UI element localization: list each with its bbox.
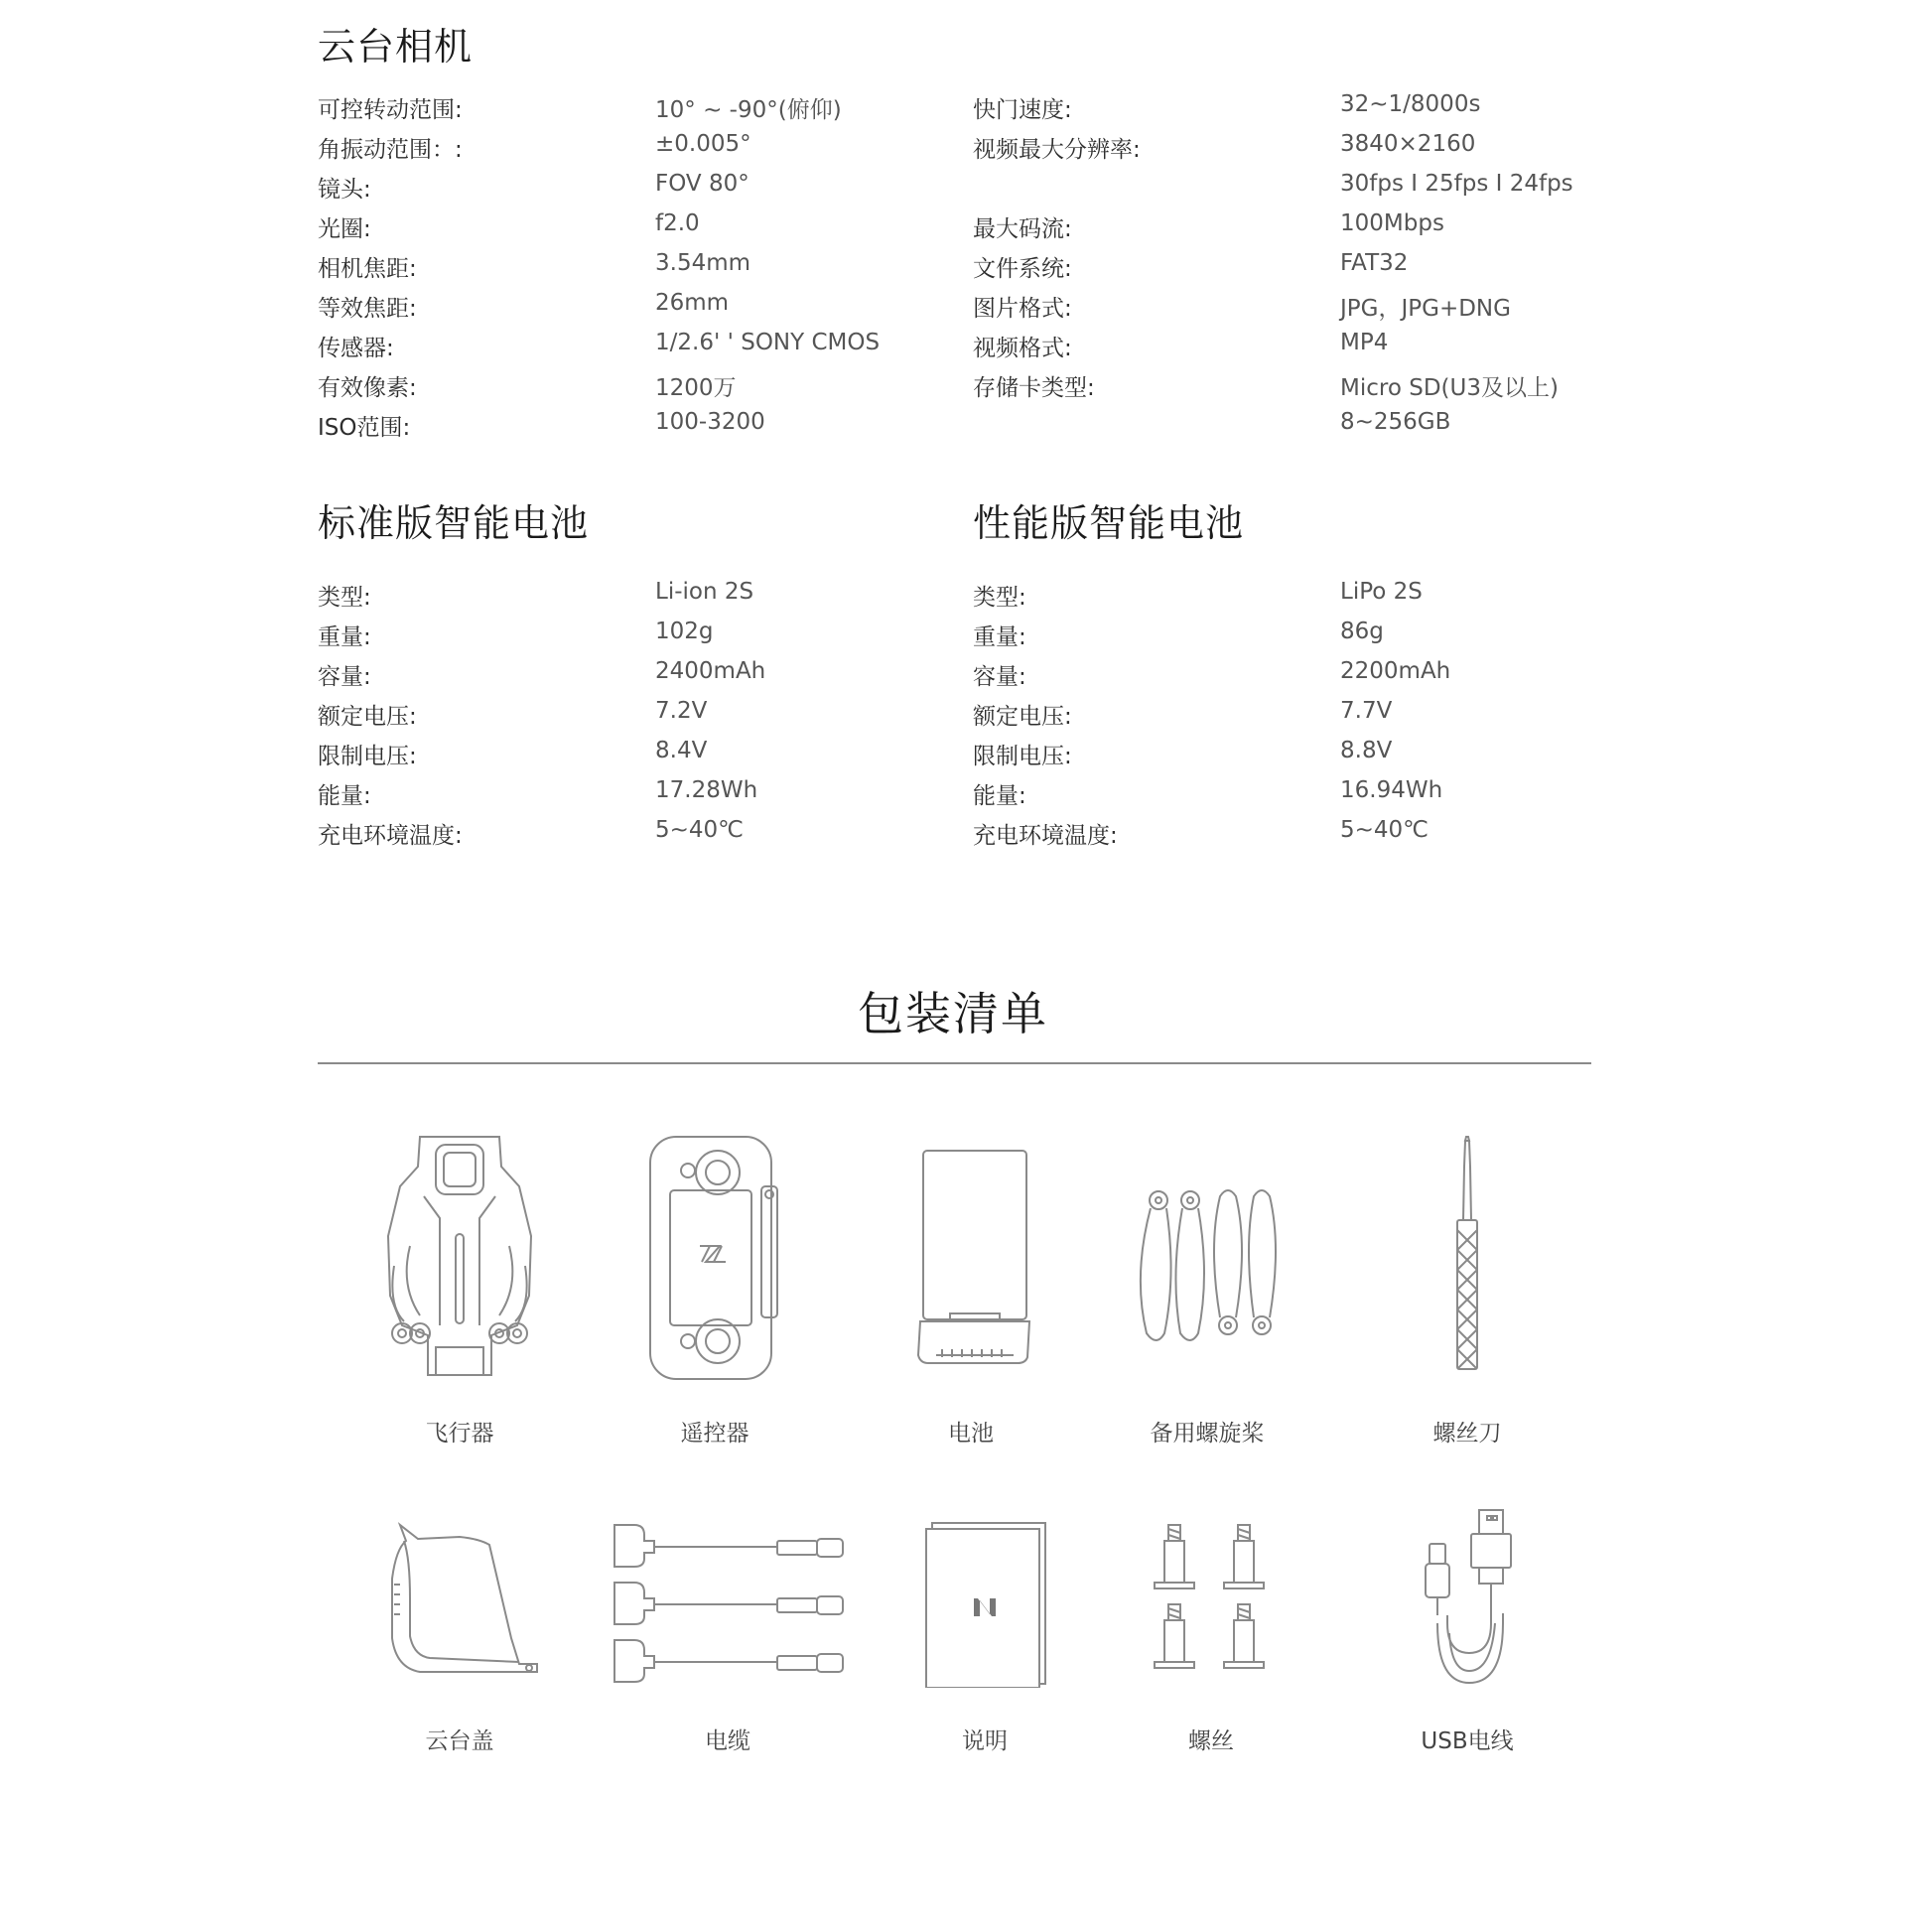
spec-label: 容量: (318, 664, 371, 690)
spec-row (318, 579, 913, 619)
spec-value: 5~40℃ (655, 817, 745, 843)
spec-row (318, 619, 913, 658)
spec-row (318, 210, 913, 250)
gimbal-cover-icon (370, 1519, 549, 1678)
spec-label: 类型: (973, 585, 1026, 611)
spec-value: Micro SD(U3及以上) (1340, 375, 1559, 401)
spec-label: 快门速度: (973, 97, 1072, 123)
spec-row (973, 777, 1588, 817)
spec-row (973, 131, 1588, 171)
spec-label: 限制电压: (318, 744, 417, 769)
screwdriver-icon (1437, 1127, 1497, 1385)
spec-value: 8.8V (1340, 738, 1393, 763)
manual-icon (920, 1519, 1049, 1688)
spec-value: LiPo 2S (1340, 579, 1423, 605)
spec-row (973, 738, 1588, 777)
spec-label: 重量: (973, 624, 1026, 650)
spec-row (973, 210, 1588, 250)
package-item-battery (842, 1127, 1100, 1445)
package-item-usb-cable (1338, 1504, 1596, 1767)
spec-row (318, 131, 913, 171)
spec-label: 充电环境温度: (318, 823, 463, 849)
performance-battery-title: 性能版智能电池 (973, 501, 1245, 545)
propellers-icon (1123, 1127, 1292, 1385)
spec-value: 5~40℃ (1340, 817, 1430, 843)
spec-label: 能量: (973, 783, 1026, 809)
spec-value: 30fps I 25fps I 24fps (1340, 171, 1573, 197)
package-item-cables (599, 1519, 857, 1767)
spec-label: 有效像素: (318, 375, 417, 401)
battery-icon (906, 1127, 1035, 1385)
spec-value: MP4 (1340, 330, 1389, 355)
spec-label: 视频最大分辨率: (973, 137, 1141, 163)
spec-value: 86g (1340, 619, 1384, 644)
spec-value: FOV 80° (655, 171, 749, 197)
spec-row (318, 817, 913, 857)
spec-value: 7.2V (655, 698, 708, 724)
usb-cable-icon (1408, 1504, 1527, 1693)
spec-value: 3840×2160 (1340, 131, 1476, 157)
spec-label: 视频格式: (973, 336, 1072, 361)
cables-icon (609, 1519, 847, 1698)
item-label: 电池 (948, 1421, 994, 1447)
package-item-spare-propellers (1078, 1127, 1336, 1445)
item-label: 云台盖 (425, 1728, 494, 1754)
spec-label: 限制电压: (973, 744, 1072, 769)
spec-value: Li-ion 2S (655, 579, 754, 605)
spec-value: 2200mAh (1340, 658, 1451, 684)
divider (318, 1062, 1591, 1064)
spec-row (318, 698, 913, 738)
spec-value: 100Mbps (1340, 210, 1444, 236)
item-label: 螺丝 (1188, 1728, 1234, 1754)
item-label: 说明 (962, 1728, 1008, 1754)
standard-battery-title: 标准版智能电池 (318, 501, 590, 545)
spec-label: 传感器: (318, 336, 394, 361)
spec-value: JPG，JPG+DNG (1340, 296, 1511, 322)
spec-label: ISO范围: (318, 415, 411, 441)
spec-label: 图片格式: (973, 296, 1072, 322)
spec-label: 能量: (318, 783, 371, 809)
spec-row (318, 369, 913, 409)
spec-label: 相机焦距: (318, 256, 417, 282)
spec-value: ±0.005° (655, 131, 751, 157)
spec-label: 镜头: (318, 177, 371, 203)
spec-label: 文件系统: (973, 256, 1072, 282)
spec-label: 可控转动范围: (318, 97, 463, 123)
spec-row (973, 330, 1588, 369)
spec-row (973, 91, 1588, 131)
spec-label: 光圈: (318, 216, 371, 242)
spec-row (318, 250, 913, 290)
item-label: 电缆 (705, 1728, 750, 1754)
spec-label: 存储卡类型: (973, 375, 1095, 401)
spec-value: FAT32 (1340, 250, 1409, 276)
spec-value: 100-3200 (655, 409, 765, 435)
spec-label: 最大码流: (973, 216, 1072, 242)
spec-value: 10° ~ -90°(俯仰) (655, 97, 842, 123)
item-label: 飞行器 (425, 1421, 494, 1447)
spec-value: 26mm (655, 290, 730, 316)
spec-row (973, 290, 1588, 330)
drone-icon (380, 1127, 539, 1385)
spec-value: 1200万 (655, 375, 737, 401)
spec-row (973, 619, 1588, 658)
spec-value: f2.0 (655, 210, 700, 236)
spec-label: 重量: (318, 624, 371, 650)
spec-row (318, 658, 913, 698)
spec-row (318, 290, 913, 330)
spec-value: 32~1/8000s (1340, 91, 1481, 117)
camera-section-title: 云台相机 (318, 25, 474, 69)
spec-label: 容量: (973, 664, 1026, 690)
spec-value: 7.7V (1340, 698, 1393, 724)
item-label: USB电线 (1421, 1728, 1514, 1754)
spec-value: 102g (655, 619, 714, 644)
spec-row (973, 409, 1588, 449)
item-label: 螺丝刀 (1432, 1421, 1502, 1447)
spec-row (318, 171, 913, 210)
spec-row (973, 171, 1588, 210)
screws-icon (1147, 1519, 1276, 1678)
spec-value: 8.4V (655, 738, 708, 763)
spec-row (318, 738, 913, 777)
spec-row (973, 658, 1588, 698)
package-item-screws (1082, 1519, 1340, 1767)
spec-value: 16.94Wh (1340, 777, 1443, 803)
package-item-aircraft (331, 1127, 589, 1445)
spec-row (318, 409, 913, 449)
package-item-remote-controller (586, 1127, 844, 1445)
remote-controller-icon (640, 1127, 789, 1385)
spec-row (973, 369, 1588, 409)
spec-row (318, 777, 913, 817)
spec-label: 角振动范围：: (318, 137, 463, 163)
item-label: 遥控器 (680, 1421, 749, 1447)
spec-row (318, 91, 913, 131)
spec-label: 类型: (318, 585, 371, 611)
spec-value: 17.28Wh (655, 777, 758, 803)
spec-label: 额定电压: (973, 704, 1072, 730)
spec-value: 1/2.6' ' SONY CMOS (655, 330, 881, 355)
spec-row (973, 579, 1588, 619)
spec-row (973, 698, 1588, 738)
spec-label: 额定电压: (318, 704, 417, 730)
spec-value: 3.54mm (655, 250, 751, 276)
spec-row (973, 250, 1588, 290)
package-item-gimbal-cover (331, 1519, 589, 1767)
package-list-title: 包装清单 (858, 987, 1048, 1040)
package-item-manual (856, 1519, 1114, 1767)
item-label: 备用螺旋桨 (1150, 1421, 1265, 1447)
spec-value: 8~256GB (1340, 409, 1451, 435)
spec-label: 等效焦距: (318, 296, 417, 322)
spec-label: 充电环境温度: (973, 823, 1118, 849)
spec-row (973, 817, 1588, 857)
spec-row (318, 330, 913, 369)
spec-value: 2400mAh (655, 658, 766, 684)
package-item-screwdriver (1338, 1127, 1596, 1445)
